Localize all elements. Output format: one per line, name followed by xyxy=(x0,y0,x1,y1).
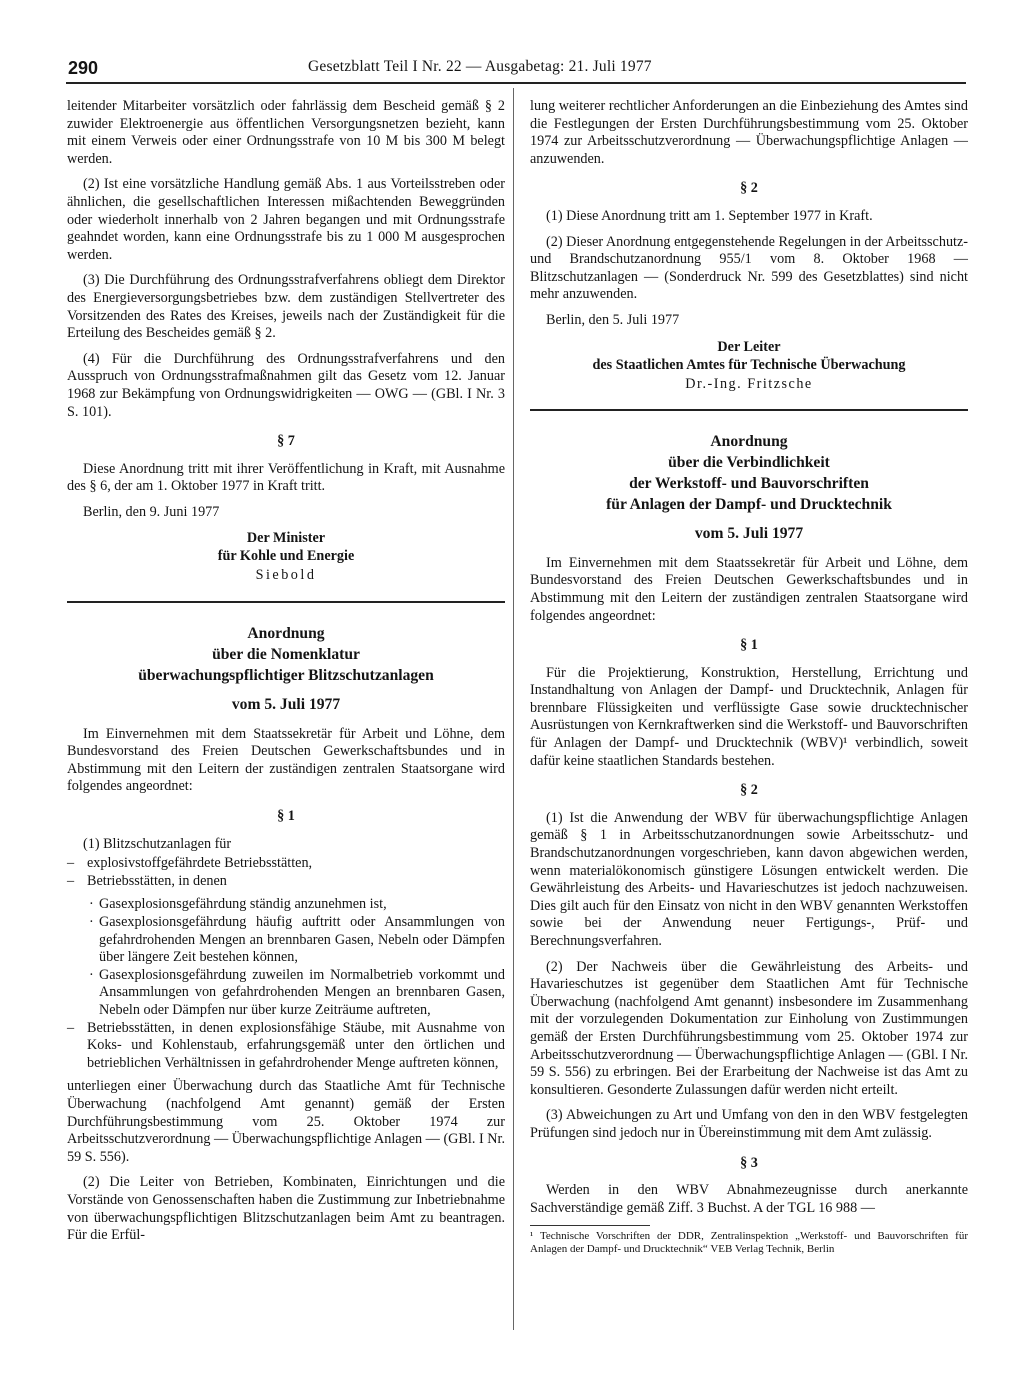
left-column xyxy=(67,98,505,1253)
section-heading: § 1 xyxy=(277,808,295,825)
item-list xyxy=(67,1020,505,1073)
date-line: Berlin, den 5. Juli 1977 xyxy=(546,311,680,328)
paragraph: (3) Abweichungen zu Art und Umfang von den in den WBV festgelegten Prüfungen sind jedoch nur in Übereinstimmung mit dem Amt zulässig. xyxy=(530,1107,968,1141)
page-number: 290 xyxy=(68,58,99,78)
paragraph: leitender Mitarbeiter vorsätzlich oder fahrlässig dem Bescheid gemäß § 2 zuwider Elektroenergie aus öffentlichen Versorgungsnetzen bezieht, kann mit einem Verweis oder einer Ordnungsstrafe von 10 M bis 300 M belegt werden. xyxy=(67,98,505,167)
section-heading: § 1 xyxy=(740,637,758,654)
footnote-rule xyxy=(530,1225,650,1226)
list-item: · Gasexplosionsgefährdung häufig auftritt oder Ansammlungen von gefahrdrohenden Mengen an brennbaren Gasen, Nebeln oder Dämpfen über längere Zeit bestehen können, xyxy=(67,914,505,967)
ordinance-title: Anordnung xyxy=(710,433,788,451)
paragraph: (2) Ist eine vorsätzliche Handlung gemäß Abs. 1 aus Vorteilsstreben oder ähnlichen, die gesellschaftlichen Interessen mißachtenden Beweggründen oder wiederholt innerhalb von 2 Jahren begangen und mit Ordnungsstrafe geahndet worden, kann eine Ordnungsstrafe bis zu 1 000 M ausgesprochen werden. xyxy=(67,176,505,263)
column-divider xyxy=(513,88,514,1330)
paragraph: (4) Für die Durchführung des Ordnungsstrafverfahrens und den Ausspruch von Ordnungsstrafmaßnahmen gilt das Gesetz vom 12. Januar 1968 zur Bekämpfung von Ordnungswidrigkeiten — OWG — (GBl. I Nr. 3 S. 101). xyxy=(67,350,505,420)
paragraph: Im Einvernehmen mit dem Staatssekretär für Arbeit und Löhne, dem Bundesvorstand des Freien Deutschen Gewerkschaftsbundes und in Abstimmung mit den Leitern der zuständigen zentralen Staatsorgane wird folgendes angeordnet: xyxy=(67,725,505,795)
ordinance-title: für Anlagen der Dampf- und Drucktechnik xyxy=(606,496,892,514)
paragraph: Werden in den WBV Abnahmezeugnisse durch anerkannte Sachverständige gemäß Ziff. 3 Buchst. A der TGL 16 988 — xyxy=(530,1182,968,1216)
list-item: – Betriebsstätten, in denen xyxy=(67,873,505,891)
item-list xyxy=(67,855,505,890)
section-heading: § 2 xyxy=(740,180,758,197)
paragraph: (2) Der Nachweis über die Gewährleistung des Arbeits- und Havarieschutzes ist gegenüber dem Staatlichen Amt für Technische Überwachung (nachfolgend Amt genannt) insbesondere im Zusammenhang mit der vorzulegenden Dokumentation zur Einholung von Zustimmungen gemäß der Ersten Durchführungsbestimmung vom 25. Oktober 1974 zur Arbeitsschutzverordnung — Überwachungspflichtige Anlagen — (GBl. I Nr. 59 S. 556) zu erbringen. Bei der Erarbeitung der Nachweise ist das Amt zu konsultieren. Gesonderte Zulassungen dafür werden nicht erteilt. xyxy=(530,958,968,1098)
header-rule xyxy=(66,82,966,84)
paragraph: Für die Projektierung, Konstruktion, Herstellung, Errichtung und Instandhaltung von Anlagen der Dampf- und Drucktechnik, Anlagen für brennbare Flüssigkeiten und verflüssigte Gase sowie drucktechnischer Ausrüstungen von Kernkraftwerken sind die Werkstoff- und Bauvorschriften für Anlagen der Dampf- und Drucktechnik (WBV)¹ verbindlich, soweit dafür keine staatlichen Standards bestehen. xyxy=(530,664,968,769)
paragraph: (1) Diese Anordnung tritt am 1. September 1977 in Kraft. xyxy=(546,207,873,224)
paragraph: Diese Anordnung tritt mit ihrer Veröffentlichung in Kraft, mit Ausnahme des § 6, der am 1. Oktober 1977 in Kraft tritt. xyxy=(67,460,505,495)
section-divider xyxy=(530,409,968,411)
section-heading: § 2 xyxy=(740,782,758,799)
paragraph: (2) Die Leiter von Betrieben, Kombinaten, Einrichtungen und die Vorstände von Genossenschaften haben die Zustimmung zur Inbetriebnahme von überwachungspflichtigen Blitzschutzanlagen beim Amt zu beantragen. Für die Erfül- xyxy=(67,1174,505,1244)
running-header: Gesetzblatt Teil I Nr. 22 — Ausgabetag: 21. Juli 1977 xyxy=(308,58,652,75)
section-heading: § 3 xyxy=(740,1154,758,1171)
signature-title: Der Minister xyxy=(246,530,326,547)
paragraph: lung weiterer rechtlicher Anforderungen an die Einbeziehung des Amtes sind die Festlegungen der Ersten Durchführungsbestimmung vom 25. Oktober 1974 zur Arbeitsschutzverordnung — Überwachungspflichtige Anlagen — anzuwenden. xyxy=(530,98,968,167)
section-divider xyxy=(67,601,505,603)
signature-title: für Kohle und Energie xyxy=(217,548,355,565)
ordinance-title: Anordnung xyxy=(247,625,325,643)
list-item: – explosivstoffgefährdete Betriebsstätten, xyxy=(67,855,505,873)
list-item: · Gasexplosionsgefährdung ständig anzunehmen ist, xyxy=(67,896,505,914)
ordinance-date: vom 5. Juli 1977 xyxy=(694,525,804,543)
list-item: – Betriebsstätten, in denen explosionsfähige Stäube, mit Ausnahme von Koks- und Kohlenstaub, erfahrungsgemäß unter den örtlichen und betrieblichen Verhältnissen in gefahrdrohender Menge auftreten können, xyxy=(67,1020,505,1073)
paragraph: (1) Blitzschutzanlagen für xyxy=(83,835,232,852)
paragraph: (1) Ist die Anwendung der WBV für überwachungspflichtige Anlagen gemäß § 1 in Arbeitsschutzanordnungen sowie Arbeitsschutz- und Brandschutzanordnungen vorgeschrieben, kann davon abgewichen werden, wenn materialökonomisch günstigere Lösungen entwickelt werden. Die Gewährleistung des Arbeits- und Havarieschutzes ist jedoch nachzuweisen. Dies gilt auch für den Einsatz von nicht in den WBV genannten Werkstoffen sowie bei der Anwendung neuer Fertigungs-, Prüf- und Berechnungsverfahren. xyxy=(530,809,968,949)
paragraph: Im Einvernehmen mit dem Staatssekretär für Arbeit und Löhne, dem Bundesvorstand des Freien Deutschen Gewerkschaftsbundes und in Abstimmung mit den Leitern der zuständigen zentralen Staatsorgane wird folgendes angeordnet: xyxy=(530,554,968,624)
list-item: · Gasexplosionsgefährdung zuweilen im Normalbetrieb vorkommt und Ansammlungen von gefahrdrohenden Mengen an brennbaren Gasen, Nebeln oder Dämpfen nur über kurze Zeiträume auftreten, xyxy=(67,967,505,1020)
right-column xyxy=(530,98,968,1264)
date-line: Berlin, den 9. Juni 1977 xyxy=(83,503,220,520)
signature-title: des Staatlichen Amtes für Technische Überwachung xyxy=(592,356,906,373)
signature-title: Der Leiter xyxy=(717,338,781,355)
footnote: ¹ Technische Vorschriften der DDR, Zentralinspektion „Werkstoff- und Bauvorschriften für Anlagen der Dampf- und Drucktechnik“ VEB Verlag Technik, Berlin xyxy=(530,1230,968,1256)
paragraph: unterliegen einer Überwachung durch das Staatliche Amt für Technische Überwachung (nachfolgend Amt genannt) gemäß der Ersten Durchführungsbestimmung vom 25. Oktober 1974 zur Arbeitsschutzverordnung — Überwachungspflichtige Anlagen — (GBl. I Nr. 59 S. 556). xyxy=(67,1078,505,1165)
ordinance-title: der Werkstoff- und Bauvorschriften xyxy=(629,475,869,493)
sub-list xyxy=(67,896,505,1019)
ordinance-title: über die Verbindlichkeit xyxy=(668,454,830,472)
section-heading: § 7 xyxy=(277,433,295,450)
paragraph: (2) Dieser Anordnung entgegenstehende Regelungen in der Arbeitsschutz- und Brandschutzanordnung 955/1 vom 8. Oktober 1968 — Blitzschutzanlagen — (Sonderdruck Nr. 599 des Gesetzblattes) sind nicht mehr anzuwenden. xyxy=(530,233,968,303)
ordinance-title: über die Nomenklatur xyxy=(212,646,360,664)
signature-name: Dr.-Ing. Fritzsche xyxy=(685,375,813,392)
paragraph: (3) Die Durchführung des Ordnungsstrafverfahrens obliegt dem Direktor des Energieversorgungsbetriebes bzw. dem zuständigen Stellvertreter des Vorsitzenden des Rates des Kreises, jeweils nach der Zuständigkeit für die Erteilung des Bescheides gemäß § 2. xyxy=(67,272,505,342)
ordinance-title: überwachungspflichtiger Blitzschutzanlagen xyxy=(138,667,434,685)
ordinance-date: vom 5. Juli 1977 xyxy=(231,696,341,714)
signature-name: Siebold xyxy=(255,567,317,584)
